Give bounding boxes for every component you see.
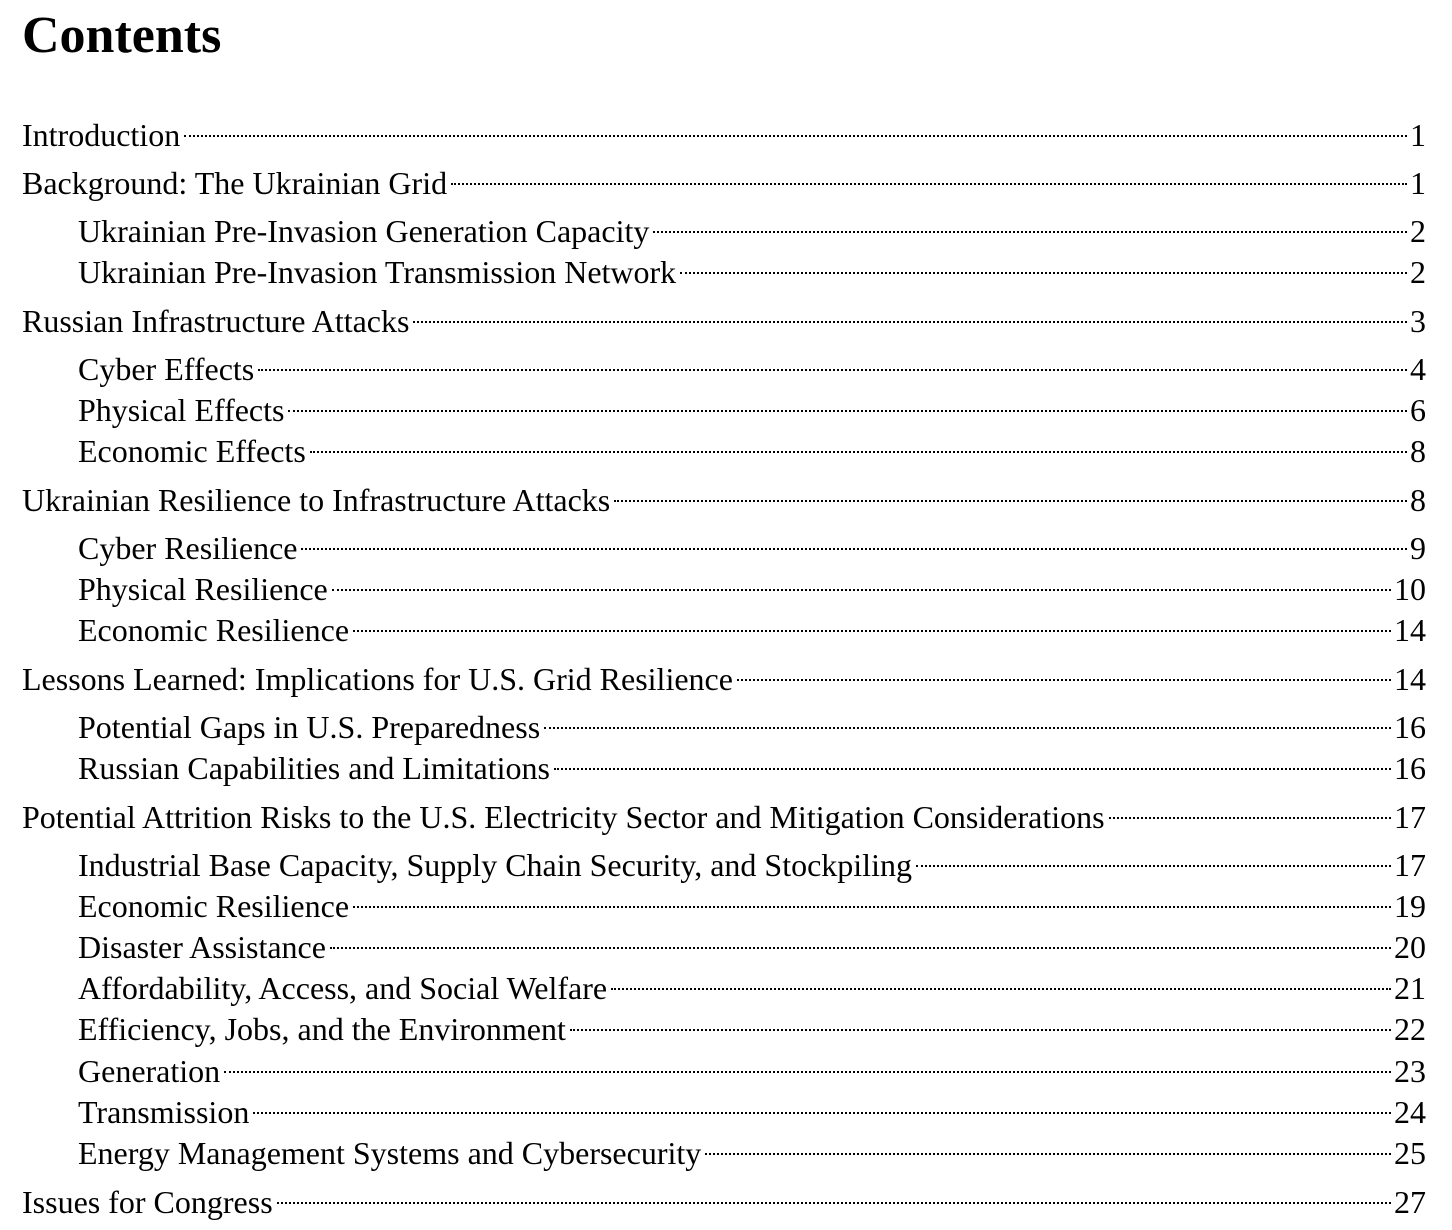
- toc-entry-page-number: 27: [1394, 1184, 1426, 1220]
- toc-entry-label: Disaster Assistance: [78, 929, 326, 965]
- toc-entry[interactable]: [78, 381, 1426, 428]
- dot-leader: [288, 381, 1407, 421]
- dot-leader: [253, 1083, 1391, 1123]
- dot-leader: [413, 292, 1407, 332]
- dot-leader: [611, 959, 1391, 999]
- dot-leader: [310, 422, 1407, 462]
- toc-entry-page-number: 2: [1410, 213, 1426, 249]
- toc-entry-page-number: 16: [1394, 709, 1426, 745]
- toc-entry[interactable]: [78, 1000, 1426, 1047]
- dot-leader: [277, 1173, 1391, 1213]
- toc-entry-page-number: 16: [1394, 750, 1426, 786]
- toc-entry-label: Cyber Effects: [78, 351, 255, 387]
- toc-entry[interactable]: [78, 340, 1426, 387]
- toc-entry[interactable]: [78, 243, 1426, 290]
- toc-entry[interactable]: [78, 1124, 1426, 1171]
- toc-entry[interactable]: [78, 836, 1426, 883]
- toc-entry[interactable]: [78, 1042, 1426, 1089]
- dot-leader: [614, 471, 1407, 511]
- toc-entry-page-number: 14: [1394, 661, 1426, 697]
- toc-entry[interactable]: [22, 788, 1426, 835]
- toc-entry-label: Ukrainian Resilience to Infrastructure Attacks: [22, 482, 611, 518]
- toc-entry-label: Issues for Congress: [22, 1184, 273, 1220]
- toc-entry-page-number: 21: [1394, 970, 1426, 1006]
- dot-leader: [737, 650, 1391, 690]
- dot-leader: [680, 243, 1407, 283]
- toc-entry[interactable]: [78, 519, 1426, 566]
- dot-leader: [1109, 788, 1391, 828]
- toc-entry-page-number: 24: [1394, 1094, 1426, 1130]
- toc-entry[interactable]: [78, 560, 1426, 607]
- toc-entry-label: Introduction: [22, 117, 181, 153]
- toc-entry-page-number: 17: [1394, 847, 1426, 883]
- toc-entry-label: Russian Capabilities and Limitations: [78, 750, 550, 786]
- toc-entry-label: Physical Effects: [78, 392, 285, 428]
- dot-leader: [451, 154, 1407, 194]
- toc-entry[interactable]: [22, 1173, 1426, 1220]
- toc-entry-page-number: 8: [1410, 482, 1426, 518]
- toc-entry-label: Background: The Ukrainian Grid: [22, 165, 448, 201]
- toc-entry-label: Efficiency, Jobs, and the Environment: [78, 1011, 566, 1047]
- toc-entry[interactable]: [22, 106, 1426, 153]
- toc-entry-page-number: 1: [1410, 117, 1426, 153]
- toc-list: [22, 0, 1426, 1230]
- dot-leader: [916, 836, 1391, 876]
- toc-entry-page-number: 23: [1394, 1053, 1426, 1089]
- dot-leader: [330, 918, 1391, 958]
- toc-entry-page-number: 2: [1410, 254, 1426, 290]
- toc-entry-page-number: 4: [1410, 351, 1426, 387]
- toc-entry-page-number: 22: [1394, 1011, 1426, 1047]
- dot-leader: [570, 1000, 1391, 1040]
- toc-entry-label: Lessons Learned: Implications for U.S. Grid Resilience: [22, 661, 733, 697]
- toc-entry[interactable]: [22, 292, 1426, 339]
- toc-entry[interactable]: [22, 154, 1426, 201]
- dot-leader: [554, 739, 1391, 779]
- dot-leader: [353, 877, 1391, 917]
- toc-entry-label: Cyber Resilience: [78, 530, 298, 566]
- dot-leader: [544, 698, 1391, 738]
- toc-entry[interactable]: [78, 877, 1426, 924]
- toc-entry[interactable]: [78, 959, 1426, 1006]
- toc-entry[interactable]: [78, 739, 1426, 786]
- toc-entry[interactable]: [22, 650, 1426, 697]
- dot-leader: [258, 340, 1407, 380]
- toc-entry-label: Industrial Base Capacity, Supply Chain Security, and Stockpiling: [78, 847, 912, 883]
- toc-entry-label: Economic Resilience: [78, 888, 350, 924]
- toc-entry-label: Potential Attrition Risks to the U.S. Electricity Sector and Mitigation Considerations: [22, 799, 1105, 835]
- toc-entry-page-number: 20: [1394, 929, 1426, 965]
- toc-entry-label: Economic Effects: [78, 433, 306, 469]
- toc-entry-label: Transmission: [78, 1094, 250, 1130]
- dot-leader: [353, 601, 1391, 641]
- dot-leader: [705, 1124, 1391, 1164]
- toc-entry-label: Economic Resilience: [78, 612, 350, 648]
- toc-entry-label: Generation: [78, 1053, 221, 1089]
- toc-entry-page-number: 25: [1394, 1135, 1426, 1171]
- toc-entry-label: Ukrainian Pre-Invasion Transmission Network: [78, 254, 677, 290]
- toc-entry[interactable]: [22, 471, 1426, 518]
- toc-entry-page-number: 17: [1394, 799, 1426, 835]
- toc-entry-page-number: 9: [1410, 530, 1426, 566]
- toc-entry-page-number: 3: [1410, 303, 1426, 339]
- toc-entry-label: Russian Infrastructure Attacks: [22, 303, 410, 339]
- toc-entry-label: Physical Resilience: [78, 571, 328, 607]
- toc-entry-label: Affordability, Access, and Social Welfare: [78, 970, 608, 1006]
- toc-entry-page-number: 14: [1394, 612, 1426, 648]
- toc-entry-page-number: 1: [1410, 165, 1426, 201]
- toc-entry-label: Potential Gaps in U.S. Preparedness: [78, 709, 541, 745]
- toc-entry-label: Ukrainian Pre-Invasion Generation Capacity: [78, 213, 650, 249]
- toc-entry[interactable]: [78, 918, 1426, 965]
- toc-entry[interactable]: [78, 601, 1426, 648]
- toc-entry-label: Energy Management Systems and Cybersecurity: [78, 1135, 702, 1171]
- dot-leader: [184, 106, 1407, 146]
- toc-entry-page-number: 10: [1394, 571, 1426, 607]
- toc-entry[interactable]: [78, 422, 1426, 469]
- dot-leader: [224, 1042, 1391, 1082]
- toc-entry[interactable]: [78, 202, 1426, 249]
- page-title: Contents: [22, 7, 222, 64]
- dot-leader: [332, 560, 1391, 600]
- toc-entry-page-number: 19: [1394, 888, 1426, 924]
- dot-leader: [301, 519, 1407, 559]
- toc-entry[interactable]: [78, 698, 1426, 745]
- toc-entry-page-number: 6: [1410, 392, 1426, 428]
- dot-leader: [653, 202, 1407, 242]
- toc-entry-page-number: 8: [1410, 433, 1426, 469]
- toc-entry[interactable]: [78, 1083, 1426, 1130]
